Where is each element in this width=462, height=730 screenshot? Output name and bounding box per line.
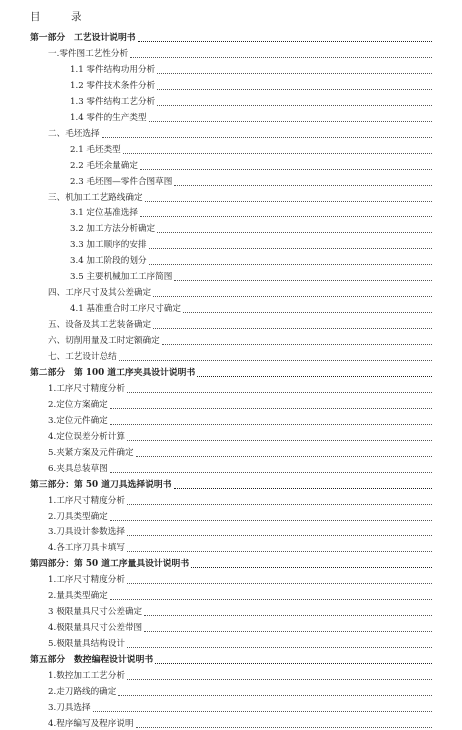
toc-entry-label: 三、机加工工艺路线确定 <box>48 192 143 203</box>
toc-entry-label: 2.刀具类型确定 <box>48 511 108 522</box>
toc-entry-label: 2.3 毛坯图—零件合图草图 <box>70 176 173 187</box>
toc-entry-label: 5.极限量具结构设计 <box>48 639 125 650</box>
dot-leader <box>157 93 432 106</box>
toc-entry-label: 五、设备及其工艺装备确定 <box>48 320 152 331</box>
toc-entry-label: 2.1 毛坯类型 <box>70 144 121 155</box>
dot-leader <box>136 444 432 457</box>
toc-entry <box>0 445 432 459</box>
toc-entry <box>0 62 432 76</box>
toc-entry <box>0 493 432 507</box>
toc-entry-label: 5.夹紧方案及元件确定 <box>48 447 134 458</box>
toc-entry <box>0 205 432 219</box>
toc-entry <box>0 397 432 411</box>
toc-entry <box>0 301 432 315</box>
dot-leader <box>145 189 432 202</box>
toc-entry-label: 4.定位误差分析计算 <box>48 431 125 442</box>
toc-entry-label: 1.2 零件技术条件分析 <box>70 80 156 91</box>
toc-entry <box>0 684 432 698</box>
dot-leader <box>127 428 432 441</box>
toc-entry <box>0 190 432 204</box>
toc-entry-label: 1.工序尺寸精度分析 <box>48 383 125 394</box>
toc-entry <box>0 700 432 714</box>
dot-leader <box>127 492 432 505</box>
toc-entry <box>0 110 432 124</box>
dot-leader <box>127 667 432 680</box>
toc-part-entry <box>0 30 432 44</box>
toc-entry <box>0 381 432 395</box>
dot-leader <box>157 77 432 90</box>
toc-entry <box>0 317 432 331</box>
toc-entry <box>0 46 432 60</box>
toc-entry-label: 第四部分：第 50 道工序量具设计说明书 <box>30 559 190 570</box>
toc-entry <box>0 604 432 618</box>
toc-entry <box>0 94 432 108</box>
dot-leader <box>119 348 432 361</box>
dot-leader <box>127 539 432 552</box>
toc-entry <box>0 668 432 682</box>
toc-entry-label: 6.夹具总装草图 <box>48 463 108 474</box>
dot-leader <box>127 380 432 393</box>
toc-entry <box>0 158 432 172</box>
dot-leader <box>174 173 432 186</box>
dot-leader <box>155 651 432 664</box>
dot-leader <box>123 141 432 154</box>
toc-entry <box>0 716 432 730</box>
toc-title: 目 录 <box>30 11 92 23</box>
dot-leader <box>138 29 432 42</box>
dot-leader <box>197 364 432 377</box>
dot-leader <box>127 571 432 584</box>
dot-leader <box>140 204 432 217</box>
toc-entry-label: 3.4 加工阶段的划分 <box>70 256 147 267</box>
toc-entry <box>0 285 432 299</box>
dot-leader <box>110 460 432 473</box>
toc-entry-label: 3 极限量具尺寸公差确定 <box>48 607 143 618</box>
toc-entry-label: 3.3 加工顺序的安排 <box>70 240 147 251</box>
toc-entry <box>0 524 432 538</box>
dot-leader <box>110 587 432 600</box>
toc-entry-label: 1.数控加工工艺分析 <box>48 671 125 681</box>
toc-part-entry <box>0 556 432 570</box>
toc-entry-label: 3.刀具设计参数选择 <box>48 527 125 538</box>
dot-leader <box>157 220 432 233</box>
dot-leader <box>102 125 432 138</box>
toc-entry-label: 2.量具类型确定 <box>48 591 108 602</box>
dot-leader <box>127 523 432 536</box>
dot-leader <box>149 109 432 122</box>
dot-leader <box>118 683 432 696</box>
toc-entry <box>0 333 432 347</box>
toc-entry <box>0 572 432 586</box>
toc-entry-label: 1.3 零件结构工艺分析 <box>70 96 156 107</box>
dot-leader <box>183 300 432 313</box>
toc-entry-label: 第一部分 工艺设计说明书 <box>30 33 136 43</box>
dot-leader <box>149 236 432 249</box>
toc-entry-label: 第五部分 数控编程设计说明书 <box>30 655 154 666</box>
dot-leader <box>153 316 432 329</box>
toc-entry-label: 二、毛坯选择 <box>48 128 100 139</box>
toc-entry-label: 3.1 定位基准选择 <box>70 208 138 219</box>
toc-entry <box>0 142 432 156</box>
dot-leader <box>157 61 432 74</box>
toc-entry-label: 2.走刀路线的确定 <box>48 686 117 697</box>
toc-entry <box>0 540 432 554</box>
toc-entry-label: 第三部分：第 50 道刀具选择说明书 <box>30 479 172 490</box>
toc-entry-label: 3.5 主要机械加工工序简图 <box>70 272 173 283</box>
toc-entry <box>0 461 432 475</box>
toc-entry-label: 2.2 毛坯余量确定 <box>70 160 138 171</box>
dot-leader <box>140 157 432 170</box>
dot-leader <box>191 555 432 568</box>
toc-entry-label: 1.1 零件结构功用分析 <box>70 64 156 75</box>
toc-entry-label: 3.2 加工方法分析确定 <box>70 224 156 235</box>
toc-entry-label: 4.极限量具尺寸公差带图 <box>48 623 143 634</box>
dot-leader <box>144 603 432 616</box>
toc-entry-label: 1.工序尺寸精度分析 <box>48 495 125 506</box>
toc-entry <box>0 636 432 650</box>
dot-leader <box>149 252 432 265</box>
toc-entry-label: 1.工序尺寸精度分析 <box>48 575 125 586</box>
toc-entry-label: 六、切削用量及工时定额确定 <box>48 336 160 347</box>
toc-entry <box>0 620 432 634</box>
dot-leader <box>144 619 432 632</box>
toc-entry <box>0 221 432 235</box>
toc-entry-label: 3.定位元件确定 <box>48 415 108 426</box>
toc-entry-label: 4.1 基准重合时工序尺寸确定 <box>70 304 181 315</box>
dot-leader <box>130 45 432 58</box>
dot-leader <box>93 699 432 712</box>
dot-leader <box>110 396 432 409</box>
toc-entry <box>0 269 432 283</box>
toc-entry-label: 七、工艺设计总结 <box>48 352 117 362</box>
toc-entry <box>0 413 432 427</box>
dot-leader <box>153 284 432 297</box>
toc-entry <box>0 253 432 267</box>
toc-part-entry <box>0 652 432 666</box>
toc-entry <box>0 237 432 251</box>
toc-entry-label: 3.刀具选择 <box>48 702 91 713</box>
dot-leader <box>162 332 432 345</box>
toc-entry-label: 4.程序编写及程序说明 <box>48 718 134 729</box>
dot-leader <box>174 476 432 489</box>
toc-entry-label: 一.零件图工艺性分析 <box>48 48 129 59</box>
toc-part-entry <box>0 365 432 379</box>
toc-entry-label: 1.4 零件的生产类型 <box>70 112 147 123</box>
dot-leader <box>136 715 432 728</box>
toc-entry-label: 2.定位方案确定 <box>48 399 108 410</box>
dot-leader <box>110 508 432 521</box>
toc-part-entry <box>0 477 432 491</box>
toc-entry <box>0 509 432 523</box>
toc-entry <box>0 174 432 188</box>
toc-entry-label: 第二部分 第 100 道工序夹具设计说明书 <box>30 367 196 378</box>
dot-leader <box>127 635 432 648</box>
toc-entry <box>0 588 432 602</box>
dot-leader <box>110 412 432 425</box>
dot-leader <box>174 268 432 281</box>
toc-entry <box>0 349 432 363</box>
toc-entry <box>0 78 432 92</box>
toc-entry <box>0 126 432 140</box>
toc-entry <box>0 429 432 443</box>
toc-entry-label: 4.各工序刀具卡填写 <box>48 543 125 554</box>
toc-entry-label: 四、工序尺寸及其公差确定 <box>48 288 152 299</box>
